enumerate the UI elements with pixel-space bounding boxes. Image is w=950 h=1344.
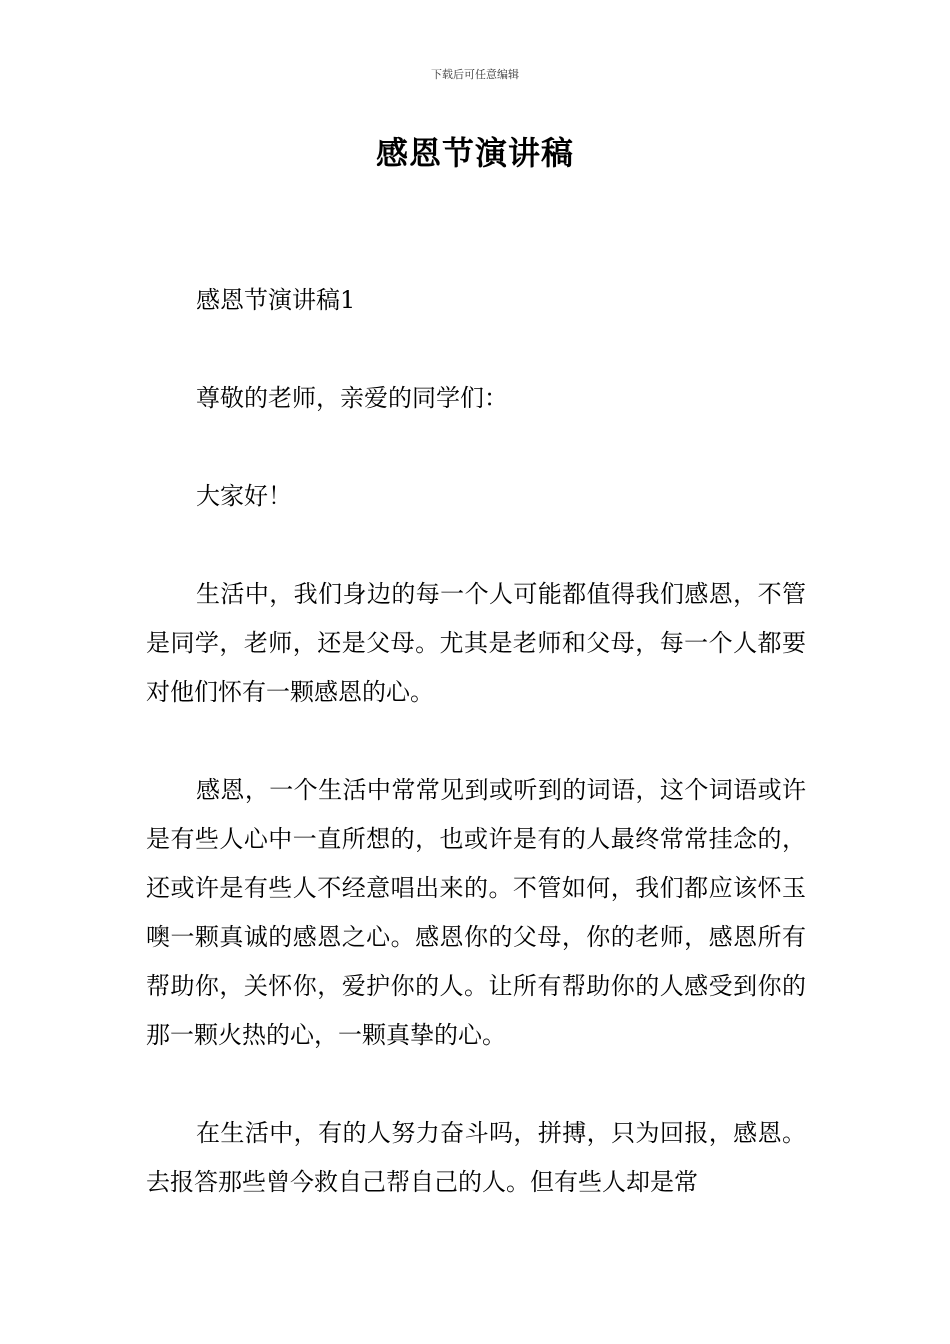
paragraph-salutation: 尊敬的老师，亲爱的同学们： bbox=[196, 384, 508, 412]
paragraph-subtitle: 感恩节演讲稿1 bbox=[196, 286, 356, 314]
paragraph-body-1: 生活中，我们身边的每一个人可能都值得我们感恩，不管是同学，老师，还是父母。尤其是老师和父母，每一个人都要对他们怀有一颗感恩的心。 bbox=[146, 580, 806, 706]
document-body bbox=[146, 276, 806, 1256]
paragraph-body-2: 感恩，一个生活中常常见到或听到的词语，这个词语或许是有些人心中一直所想的，也或许是有的人最终常常挂念的，还或许是有些人不经意唱出来的。不管如何，我们都应该怀玉噢一颗真诚的感恩之心。感恩你的父母，你的老师，感恩所有帮助你，关怀你，爱护你的人。让所有帮助你的人感受到你的那一颗火热的心，一颗真挚的心。 bbox=[146, 776, 806, 1049]
paragraph-greeting: 大家好！ bbox=[196, 482, 292, 510]
paragraph-body-3: 在生活中，有的人努力奋斗吗，拼搏，只为回报，感恩。去报答那些曾今救自己帮自己的人。但有些人却是常 bbox=[146, 1119, 806, 1196]
header-note: 下载后可任意编辑 bbox=[431, 68, 519, 81]
document-title: 感恩节演讲稿 bbox=[375, 134, 574, 172]
